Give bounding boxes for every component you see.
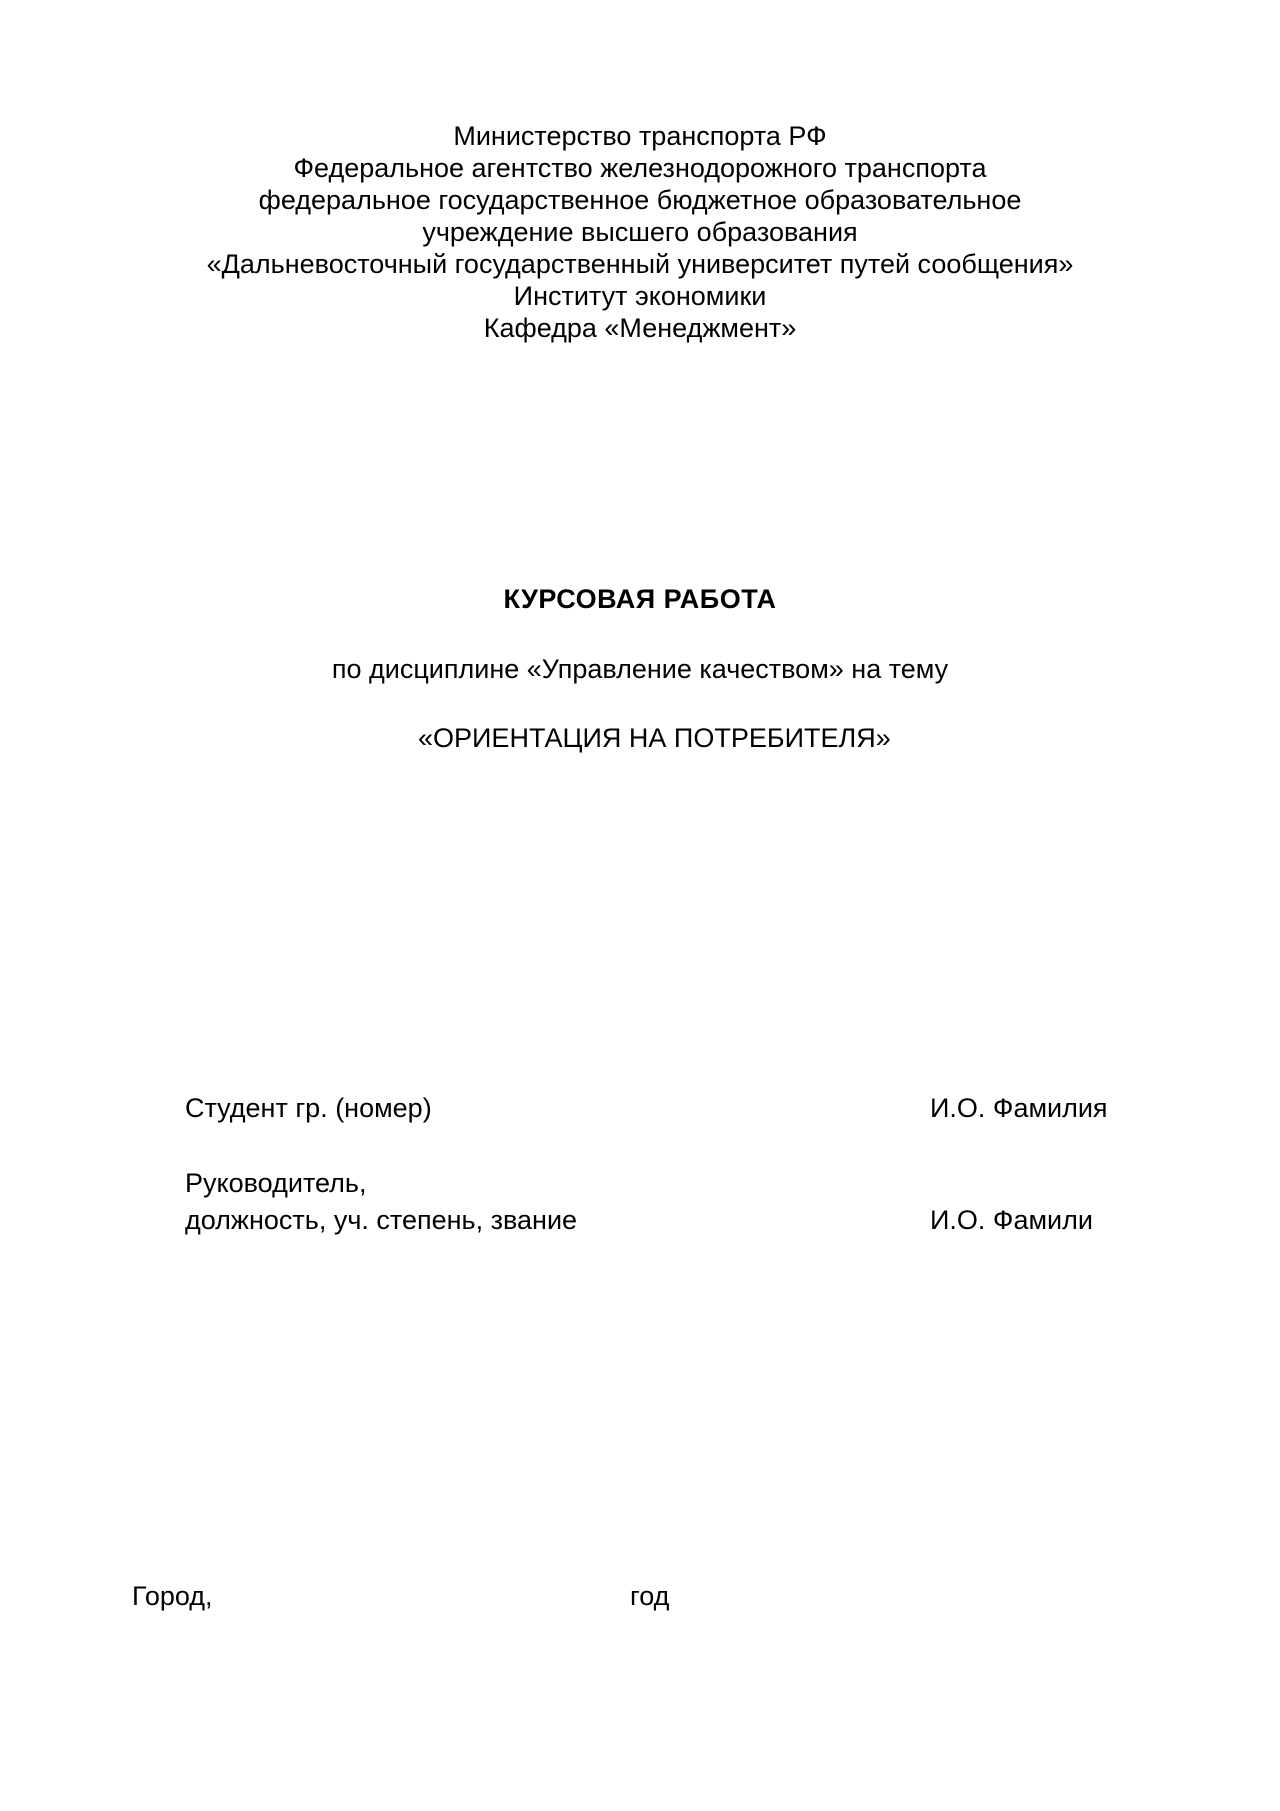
agency-line: Федеральное агентство железнодорожного транспорта	[293, 153, 987, 183]
institution-type-line-2: учреждение высшего образования	[422, 217, 858, 247]
student-name: И.О. Фамилия	[930, 1093, 1108, 1123]
institution-type-line: федеральное государственное бюджетное образовательное	[258, 185, 1022, 215]
organization-header	[0, 120, 1280, 344]
institute-line: Институт экономики	[513, 281, 767, 311]
ministry-line: Министерство транспорта РФ	[453, 121, 827, 151]
supervisor-label-line2: должность, уч. степень, звание	[185, 1205, 578, 1235]
document-title: КУРСОВАЯ РАБОТА	[503, 584, 777, 614]
footer-year: год	[630, 1581, 670, 1611]
footer-city: Город,	[132, 1581, 213, 1611]
work-topic: «ОРИЕНТАЦИЯ НА ПОТРЕБИТЕЛЯ»	[418, 723, 891, 753]
department-line: Кафедра «Менеджмент»	[483, 313, 797, 343]
supervisor-label-line1: Руководитель,	[185, 1168, 367, 1198]
student-label: Студент гр. (номер)	[185, 1093, 432, 1123]
supervisor-name: И.О. Фамили	[930, 1205, 1093, 1235]
university-name-line: «Дальневосточный государственный университет путей сообщения»	[206, 249, 1074, 279]
discipline-subtitle: по дисциплине «Управление качеством» на тему	[331, 654, 949, 684]
